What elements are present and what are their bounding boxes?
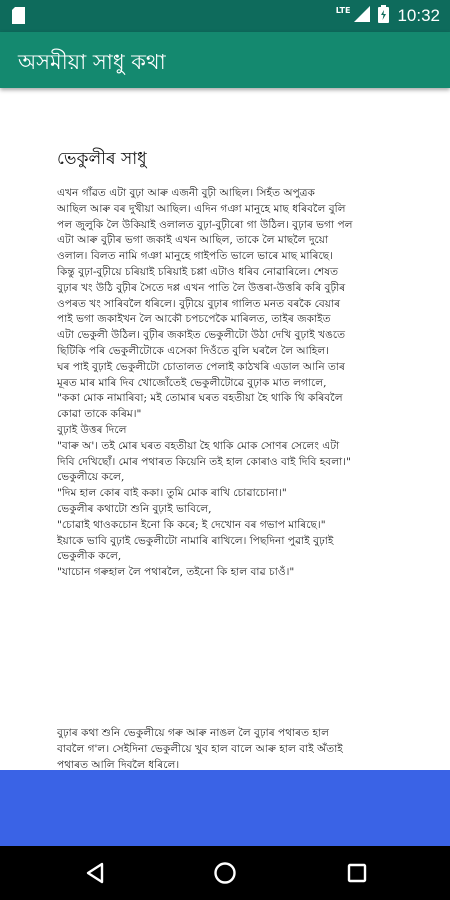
story-line: ছিটিকি পৰি ভেকুলীটোকে এসেকা দিওঁতে বুলি ঘৰলৈ লৈ আহিল। [57, 344, 330, 357]
story-body [57, 186, 402, 581]
status-bar [0, 0, 450, 32]
network-type: LTE [335, 6, 351, 15]
story-footer-text [57, 726, 402, 770]
home-icon[interactable] [210, 858, 240, 888]
story-line: ভেকুলীৰ কথাটো শুনি বুঢ়াই ভাবিলে, [57, 502, 212, 515]
story-line: বুঢ়াই উত্তৰ দিলে [57, 423, 127, 436]
story-line: পথাৰত আলি দিবলৈ ধৰিলে। [57, 758, 180, 770]
story-line: কিন্তু বুঢ়া-বুঢ়ীয়ে চৰিয়াই চৰিয়াই চপ্পা এটাও ধৰিব নোৱাৰিলে। শেষত [57, 265, 339, 278]
navigation-bar [0, 846, 450, 900]
story-line: ওপৰত খং সাৰিবলৈ ধৰিলে। বুঢ়ীয়ে বুঢ়াৰ গালিত মনত বৰকৈ বেয়াৰ [57, 297, 341, 310]
story-line: এখন গাঁৱত এটা বুঢ়া আৰু এজনী বুঢ়ী আছিল। সিহঁত অপুত্ৰক [57, 187, 315, 199]
story-line: "যাচোন গৰুহাল লৈ পথাৰলৈ, তইনো কি হাল বাৱ চাওঁ।" [57, 566, 295, 579]
story-line: কোৱা তাকে কৰিম।" [57, 408, 142, 421]
sd-card-icon [12, 7, 25, 28]
status-time: 10:32 [397, 6, 440, 25]
story-line: "ককা মোক নামাৰিবা; মই তোমাৰ ঘৰত বহতীয়া হৈ থাকি থি কৰিবলৈ [57, 392, 343, 405]
story-line: ইয়াকে ভাবি বুঢ়াই ভেকুলীটো নামাৰি ৰাখিলে। পিছদিনা পুৱাই বুঢ়াই [57, 534, 334, 547]
story-line: দিবি দেখিছোঁ। মোৰ পথাৰত কিয়েনি তই হাল কোৰাও বাই দিবি হবলা।" [57, 455, 351, 468]
story-line: পল জুলুকি লৈ উকিয়াই ওলালত বুঢ়া-বুঢ়ীৰো গা উঠিল। বুঢ়াৰ ভগা পল [57, 218, 353, 231]
story-title: ভেকুলীৰ সাধু [57, 149, 147, 169]
story-line: "বাৰু অ'। তই মোৰ ঘৰত বহতীয়া হৈ থাকি মোক সোণৰ সেলেং এটা [57, 439, 340, 452]
story-line: "চোৱাই থাওকচোন ইনো কি কৰে; ই দেখোন বৰ গভাপ মাৰিছে।" [57, 518, 326, 531]
app-bar [0, 32, 450, 88]
story-line: পাই ভগা জকাইখন লৈ আকৌ চপচপেকৈ মাৰিলত, তাইৰ জকাইত [57, 313, 331, 326]
story-content[interactable] [0, 88, 450, 770]
ad-banner[interactable] [0, 770, 450, 846]
story-line: ঘৰ পাই বুঢ়াই ভেকুলীটো চোতালত পেলাই কাঠখৰি এডাল আনি তাৰ [57, 360, 346, 373]
story-line: বাবলৈ গ'ল। সেইদিনা ভেকুলীয়ে খুব হাল বালে আৰু হাল বাই অঁতাই [57, 742, 343, 755]
story-line: ভেকুলীক কলে, [57, 550, 122, 563]
story-line: ওলাল। বিলত নামি গঞা মানুহে গাইপতি ভালে ভাৰে মাছ মাৰিছে। [57, 250, 333, 263]
story-line: বুঢ়াৰ কথা শুনি ভেকুলীয়ে গৰু আৰু নাঙল লৈ বুঢ়াৰ পথাৰত হাল [57, 727, 329, 739]
story-line: আছিল আৰু বৰ দুখীয়া আছিল। এদিন গঞা মানুহে মাছ ধৰিবলৈ বুলি [57, 202, 346, 215]
signal-icon [354, 6, 370, 26]
battery-icon [378, 5, 389, 27]
story-line: ভেকুলীয়ে কলে, [57, 471, 125, 484]
story-line: "দিম হাল কোৰ বাই ককা। তুমি মোক ৰাখি চোৱাচোনা।" [57, 487, 287, 500]
story-line: মূৰত মাৰ মাৰি দিব খোজোঁতেই ভেকুলীটোৱে বুঢ়াক মাত লগালে, [57, 376, 327, 389]
story-line: বুঢ়াৰ খং উঠি বুঢ়ীৰ সৈতে দপ্প এখন পাতি লৈ উত্তৰা-উত্তৰি কৰি বুঢ়ীৰ [57, 281, 346, 294]
story-line: এটা আৰু বুঢ়ীৰ ভগা জকাই এখন আছিল, তাকে লৈ মাছলৈ দুয়ো [57, 234, 329, 247]
back-icon[interactable] [80, 858, 110, 888]
app-title: অসমীয়া সাধু কথা [18, 50, 166, 74]
story-line: এটা ভেকুলী উঠিল। বুঢ়ীৰ জকাইত ভেকুলীটো উঠা দেখি বুঢ়াই খঙতে [57, 329, 346, 342]
recents-icon[interactable] [342, 858, 372, 888]
